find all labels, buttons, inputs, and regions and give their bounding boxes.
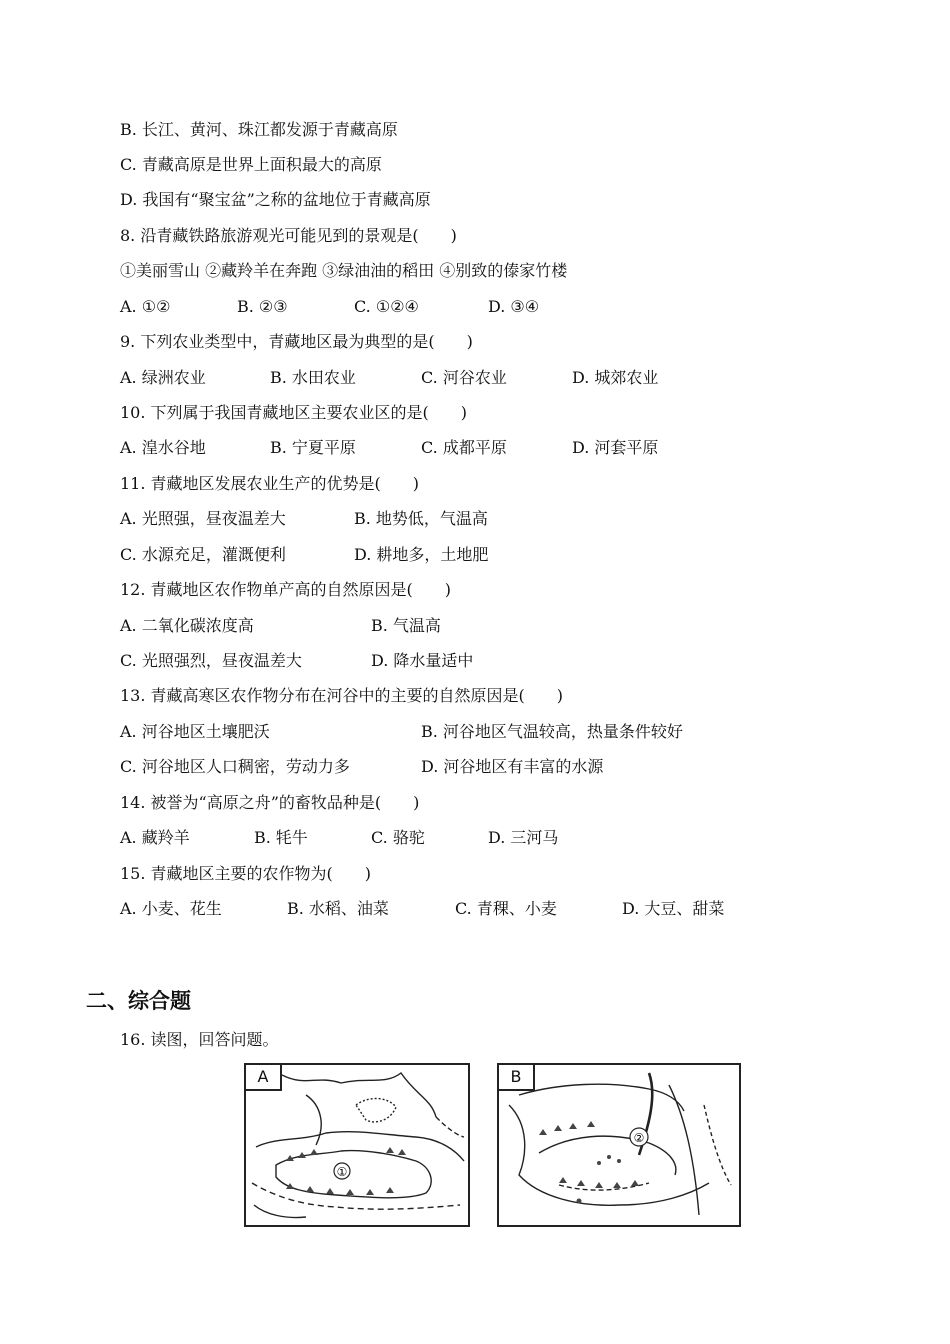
q12-option-d: D. 降水量适中 — [371, 651, 474, 670]
q12-option-b: B. 气温高 — [371, 616, 441, 635]
q7-option-b: B. 长江、黄河、珠江都发源于青藏高原 — [120, 120, 398, 139]
q16-stem: 16. 读图，回答问题。 — [120, 1030, 279, 1049]
q11-option-c: C. 水源充足，灌溉便利 — [120, 545, 286, 564]
q8-items: ①美丽雪山 ②藏羚羊在奔跑 ③绿油油的稻田 ④别致的傣家竹楼 — [120, 261, 568, 280]
q13-stem: 13. 青藏高寒区农作物分布在河谷中的主要的自然原因是( ) — [120, 686, 564, 705]
q13-option-a: A. 河谷地区土壤肥沃 — [120, 722, 270, 741]
q8-option-b: B. ②③ — [237, 297, 288, 316]
q11-option-d: D. 耕地多，土地肥 — [354, 545, 489, 564]
q14-option-c: C. 骆驼 — [371, 828, 425, 847]
q7-option-c: C. 青藏高原是世界上面积最大的高原 — [120, 155, 382, 174]
q15-option-c: C. 青稞、小麦 — [455, 899, 557, 918]
q12-option-c: C. 光照强烈，昼夜温差大 — [120, 651, 302, 670]
q7-option-d: D. 我国有“聚宝盆”之称的盆地位于青藏高原 — [120, 190, 431, 209]
q11-option-a: A. 光照强，昼夜温差大 — [120, 509, 286, 528]
q15-option-a: A. 小麦、花生 — [120, 899, 222, 918]
map-b — [497, 1063, 741, 1227]
q13-option-d: D. 河谷地区有丰富的水源 — [421, 757, 604, 776]
q9-option-b: B. 水田农业 — [270, 368, 356, 387]
q10-option-b: B. 宁夏平原 — [270, 438, 356, 457]
q15-option-b: B. 水稻、油菜 — [287, 899, 389, 918]
q13-option-b: B. 河谷地区气温较高，热量条件较好 — [421, 722, 683, 741]
q11-option-b: B. 地势低，气温高 — [354, 509, 488, 528]
map-b-drawing — [499, 1065, 739, 1225]
q14-stem: 14. 被誉为“高原之舟”的畜牧品种是( ) — [120, 793, 420, 812]
q9-option-c: C. 河谷农业 — [421, 368, 507, 387]
q15-option-d: D. 大豆、甜菜 — [622, 899, 725, 918]
q13-option-c: C. 河谷地区人口稠密，劳动力多 — [120, 757, 350, 776]
section-title: 二、综合题 — [86, 989, 191, 1013]
q14-option-a: A. 藏羚羊 — [120, 828, 190, 847]
q9-option-d: D. 城郊农业 — [572, 368, 659, 387]
q15-stem: 15. 青藏地区主要的农作物为( ) — [120, 864, 372, 883]
q8-option-a: A. ①② — [120, 297, 171, 316]
q12-option-a: A. 二氧化碳浓度高 — [120, 616, 254, 635]
q10-option-c: C. 成都平原 — [421, 438, 507, 457]
q14-option-b: B. 牦牛 — [254, 828, 308, 847]
q10-option-a: A. 湟水谷地 — [120, 438, 206, 457]
map-a-label: A — [246, 1065, 282, 1091]
map-b-label: B — [499, 1065, 535, 1091]
q9-option-a: A. 绿洲农业 — [120, 368, 206, 387]
q12-stem: 12. 青藏地区农作物单产高的自然原因是( ) — [120, 580, 452, 599]
q8-stem: 8. 沿青藏铁路旅游观光可能见到的景观是( ) — [120, 226, 457, 245]
map-a-marker: ① — [336, 1165, 348, 1179]
q11-stem: 11. 青藏地区发展农业生产的优势是( ) — [120, 474, 420, 493]
q10-option-d: D. 河套平原 — [572, 438, 659, 457]
map-a — [244, 1063, 470, 1227]
q9-stem: 9. 下列农业类型中，青藏地区最为典型的是( ) — [120, 332, 473, 351]
map-b-marker: ② — [633, 1131, 645, 1145]
q14-option-d: D. 三河马 — [488, 828, 559, 847]
q10-stem: 10. 下列属于我国青藏地区主要农业区的是( ) — [120, 403, 468, 422]
q8-option-c: C. ①②④ — [354, 297, 419, 316]
q8-option-d: D. ③④ — [488, 297, 540, 316]
